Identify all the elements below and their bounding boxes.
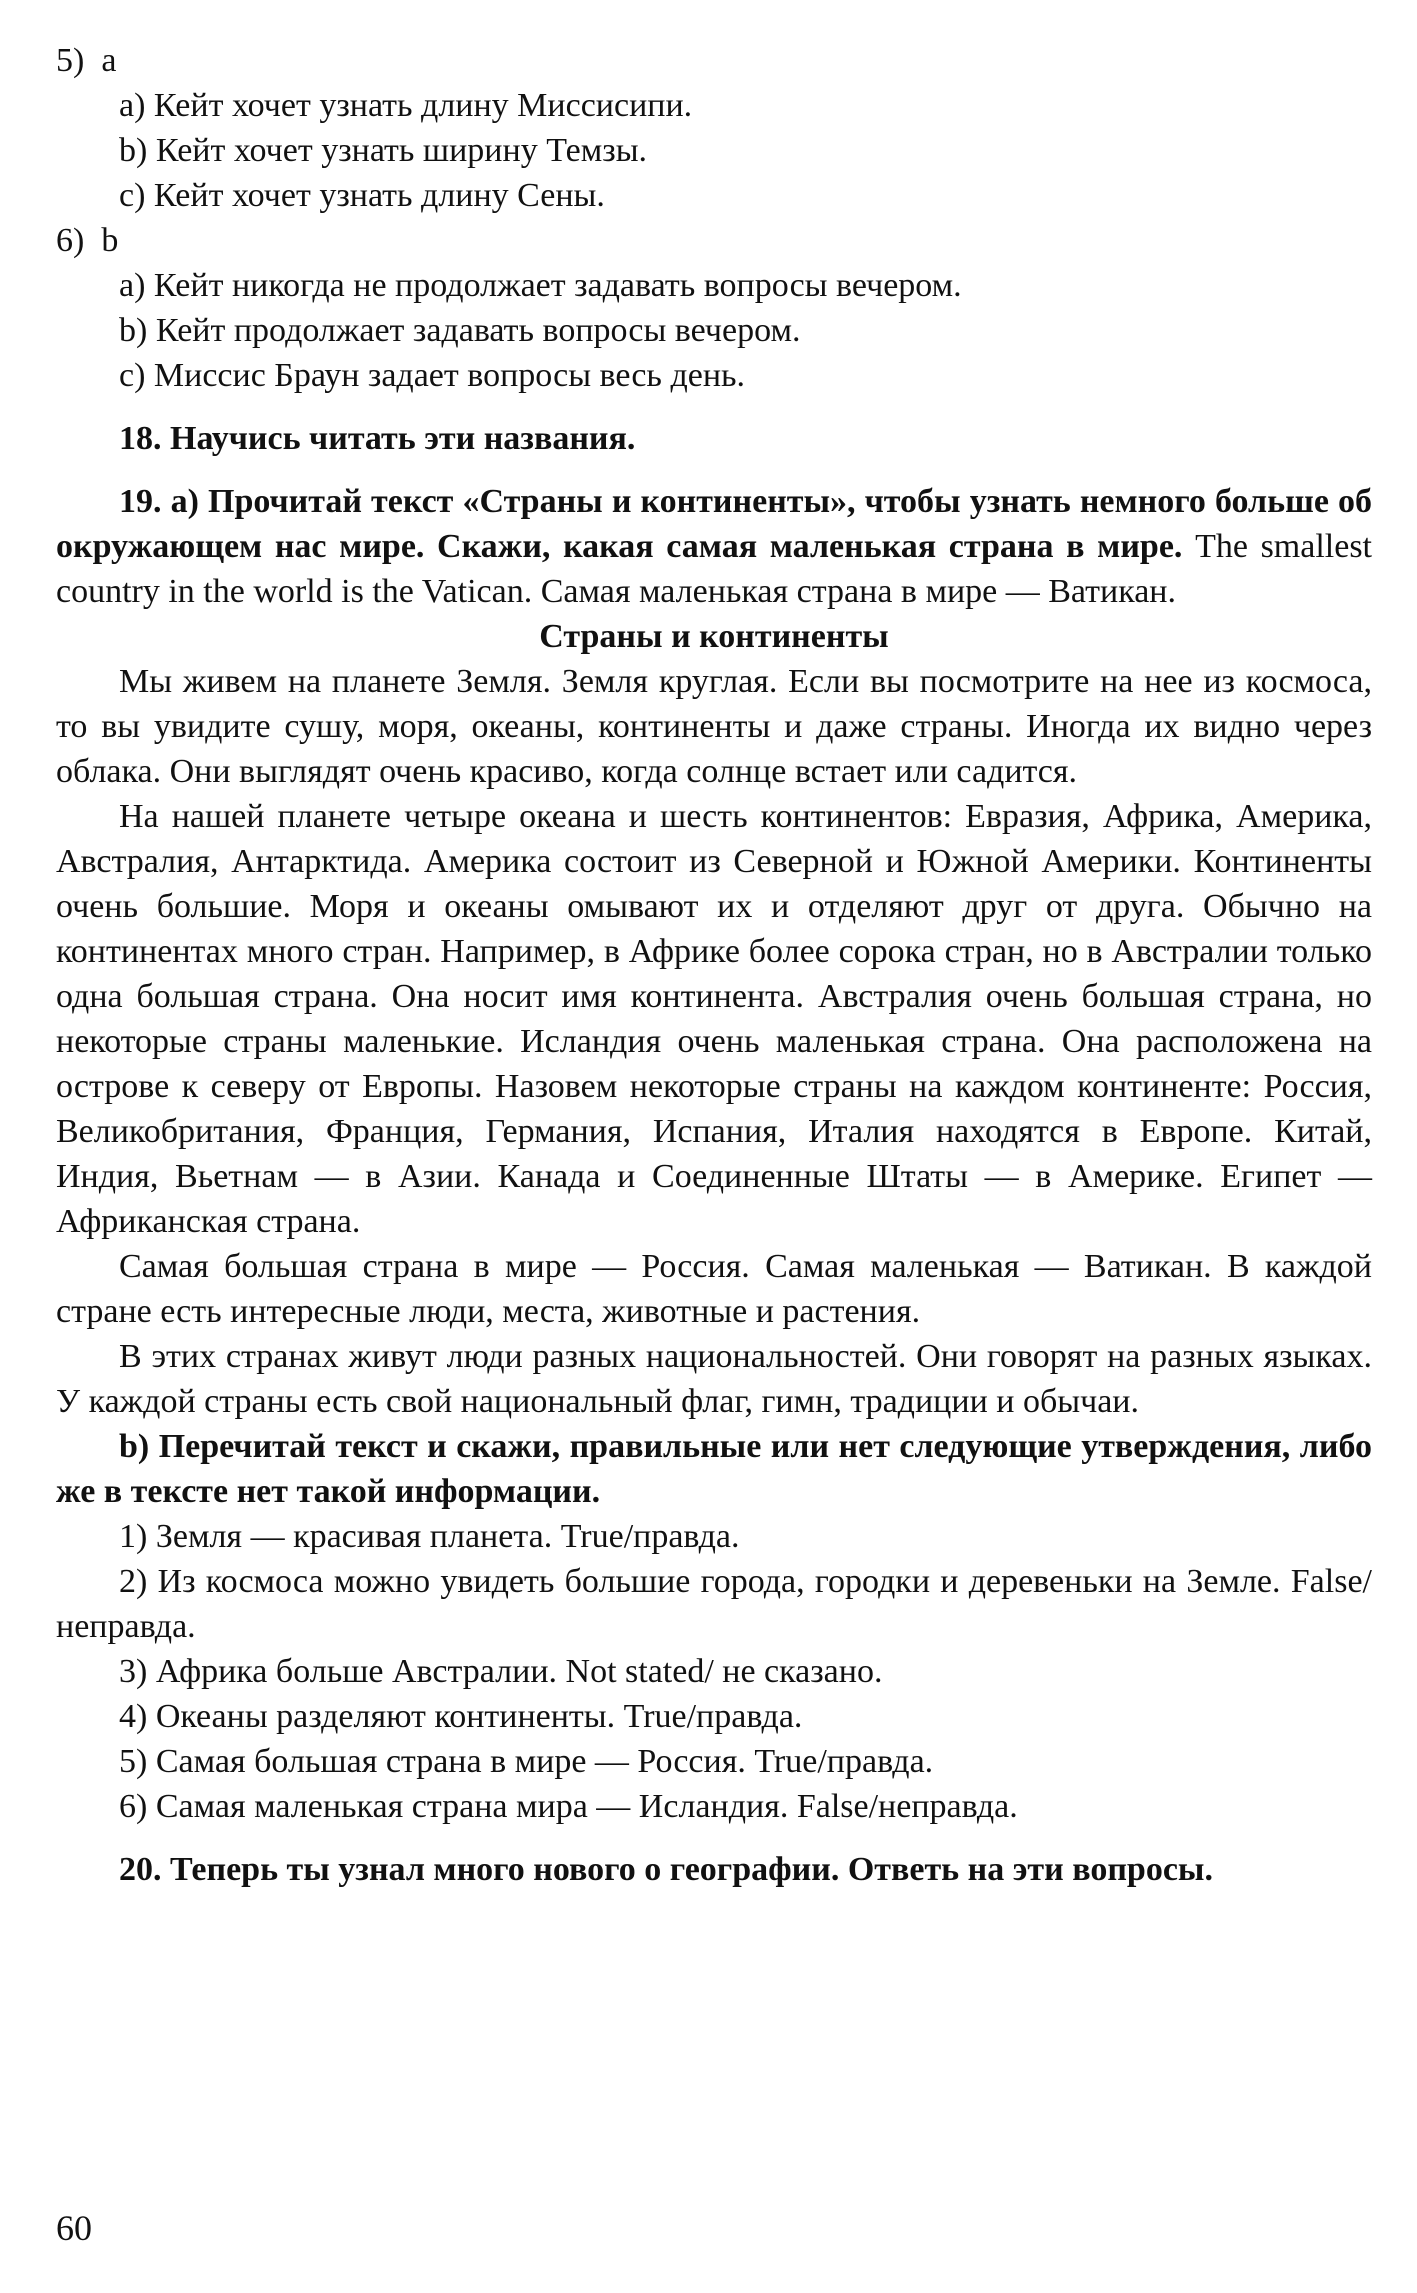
statement-1: 1) Земля — красивая планета. True/правда. [119, 1518, 740, 1555]
textbook-page [56, 38, 1372, 1892]
task-19a-answer: The smallest country in the world is the Vatican. Самая маленькая страна в мире — Ватикан. [56, 528, 1372, 610]
answer-5-option-c: c) Кейт хочет узнать длину Сены. [119, 177, 605, 214]
answer-6-line [56, 218, 1372, 263]
answer-5-value: a [101, 42, 117, 79]
answer-5-option-a: a) Кейт хочет узнать длину Миссисипи. [119, 87, 693, 124]
task-19b-heading: b) Перечитай текст и скажи, правильные или нет следующие утверждения, либо же в тексте нет такой информации. [56, 1428, 1372, 1510]
statement-3: 3) Африка больше Австралии. Not stated/ не сказано. [119, 1653, 883, 1690]
statement-6: 6) Самая маленькая страна мира — Исландия. False/неправда. [119, 1788, 1018, 1825]
text-paragraph-3: Самая большая страна в мире — Россия. Самая маленькая — Ватикан. В каждой стране есть интересные люди, места, животные и растения. [56, 1248, 1372, 1330]
task-18-heading: 18. Научись читать эти названия. [119, 420, 636, 457]
statement-4: 4) Океаны разделяют континенты. True/правда. [119, 1698, 803, 1735]
answer-6-value: b [101, 222, 119, 259]
page-number: 60 [56, 2208, 92, 2248]
answer-6-option-b: b) Кейт продолжает задавать вопросы вечером. [119, 312, 801, 349]
text-paragraph-4: В этих странах живут люди разных национальностей. Они говорят на разных языках. У каждой страны есть свой национальный флаг, гимн, традиции и обычаи. [56, 1338, 1372, 1420]
answer-5-number: 5) [56, 42, 85, 79]
text-paragraph-1: Мы живем на планете Земля. Земля круглая. Если вы посмотрите на нее из космоса, то вы увидите сушу, моря, океаны, континенты и даже страны. Иногда их видно через облака. Они выглядят очень красиво, когда солнце встает или садится. [56, 663, 1372, 790]
answer-6-option-a: a) Кейт никогда не продолжает задавать вопросы вечером. [119, 267, 962, 304]
answer-6-number: 6) [56, 222, 85, 259]
task-19a-block [56, 479, 1372, 614]
statement-5: 5) Самая большая страна в мире — Россия. True/правда. [119, 1743, 934, 1780]
task-19a-instruction: 19. a) Прочитай текст «Страны и континенты», чтобы узнать немного больше об окружающем нас мире. Скажи, какая самая маленькая страна в мире. [56, 483, 1372, 565]
text-title: Страны и континенты [539, 618, 889, 655]
statement-2: 2) Из космоса можно увидеть большие города, городки и деревеньки на Земле. False/неправда. [56, 1563, 1372, 1645]
answer-5-option-b: b) Кейт хочет узнать ширину Темзы. [119, 132, 648, 169]
answer-5-line [56, 38, 1372, 83]
task-20-heading: 20. Теперь ты узнал много нового о географии. Ответь на эти вопросы. [119, 1851, 1213, 1888]
answer-6-option-c: c) Миссис Браун задает вопросы весь день. [119, 357, 746, 394]
text-paragraph-2: На нашей планете четыре океана и шесть континентов: Евразия, Африка, Америка, Австралия, Антарктида. Америка состоит из Северной и Южной Америки. Континенты очень большие. Моря и океаны омывают их и отделяют друг от друга. Обычно на континентах много стран. Например, в Африке более сорока стран, но в Австралии только одна большая страна. Она носит имя континента. Австралия очень большая страна, но некоторые страны маленькие. Исландия очень маленькая страна. Она расположена на острове к северу от Европы. Назовем некоторые страны на каждом континенте: Россия, Великобритания, Франция, Германия, Испания, Италия находятся в Европе. Китай, Индия, Вьетнам — в Азии. Канада и Соединенные Штаты — в Америке. Египет — Африканская страна. [56, 798, 1372, 1240]
